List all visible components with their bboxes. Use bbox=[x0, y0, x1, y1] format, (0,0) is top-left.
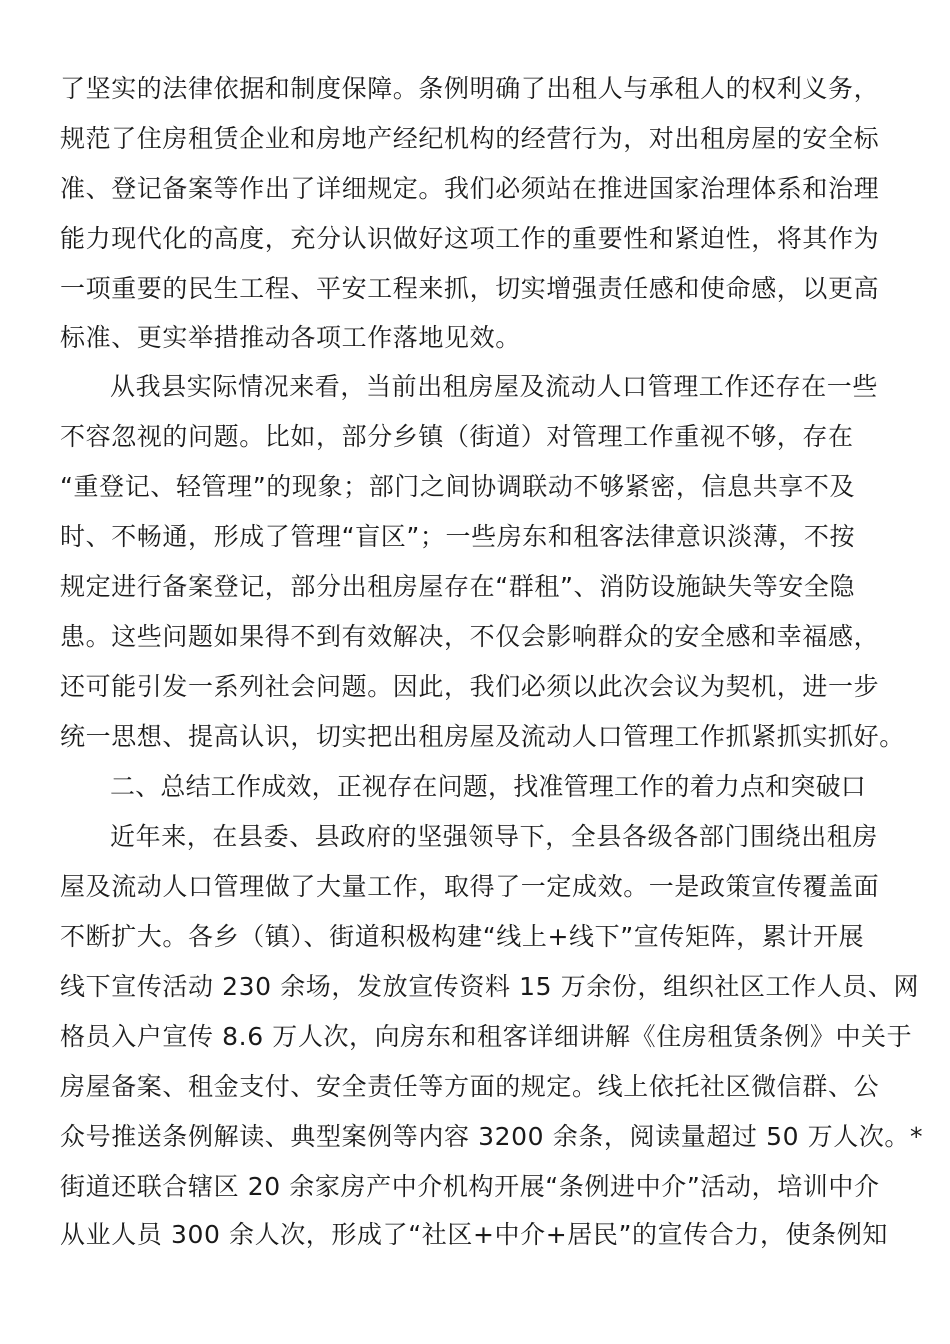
text-line: 房屋备案、租金支付、安全责任等方面的规定。线上依托社区微信群、公 bbox=[60, 1072, 880, 1101]
text-line: 患。这些问题如果得不到有效解决，不仅会影响群众的安全感和幸福感， bbox=[60, 622, 880, 651]
text-line: 规定进行备案登记，部分出租房屋存在“群租”、消防设施缺失等安全隐 bbox=[60, 572, 856, 601]
text-line: 准、登记备案等作出了详细规定。我们必须站在推进国家治理体系和治理 bbox=[60, 174, 880, 203]
text-line: 从业人员 300 余人次，形成了“社区+中介+居民”的宣传合力，使条例知 bbox=[60, 1220, 889, 1249]
section-heading: 二、总结工作成效，正视存在问题，找准管理工作的着力点和突破口 bbox=[110, 772, 867, 801]
text-line: 街道还联合辖区 20 余家房产中介机构开展“条例进中介”活动，培训中介 bbox=[60, 1172, 880, 1201]
text-line: 能力现代化的高度，充分认识做好这项工作的重要性和紧迫性，将其作为 bbox=[60, 224, 880, 253]
text-line: 时、不畅通，形成了管理“盲区”；一些房东和租客法律意识淡薄，不按 bbox=[60, 522, 856, 551]
paragraph-first-line: 从我县实际情况来看，当前出租房屋及流动人口管理工作还存在一些 bbox=[110, 372, 879, 401]
text-line: 线下宣传活动 230 余场，发放宣传资料 15 万余份，组织社区工作人员、网 bbox=[60, 972, 920, 1001]
text-line: 标准、更实举措推动各项工作落地见效。 bbox=[60, 323, 521, 352]
text-line: “重登记、轻管理”的现象；部门之间协调联动不够紧密，信息共享不及 bbox=[60, 472, 856, 501]
text-line: 不容忽视的问题。比如，部分乡镇（街道）对管理工作重视不够，存在 bbox=[60, 422, 854, 451]
text-line: 了坚实的法律依据和制度保障。条例明确了出租人与承租人的权利义务， bbox=[60, 74, 880, 103]
text-line: 一项重要的民生工程、平安工程来抓，切实增强责任感和使命感，以更高 bbox=[60, 274, 880, 303]
text-line: 规范了住房租赁企业和房地产经纪机构的经营行为，对出租房屋的安全标 bbox=[60, 124, 880, 153]
text-line: 众号推送条例解读、典型案例等内容 3200 余条，阅读量超过 50 万人次。* bbox=[60, 1122, 924, 1151]
text-line: 不断扩大。各乡（镇）、街道积极构建“线上+线下”宣传矩阵，累计开展 bbox=[60, 922, 865, 951]
text-line: 格员入户宣传 8.6 万人次，向房东和租客详细讲解《住房租赁条例》中关于 bbox=[60, 1022, 913, 1051]
text-line: 屋及流动人口管理做了大量工作，取得了一定成效。一是政策宣传覆盖面 bbox=[60, 872, 880, 901]
text-line: 还可能引发一系列社会问题。因此，我们必须以此次会议为契机，进一步 bbox=[60, 672, 880, 701]
paragraph-first-line: 近年来，在县委、县政府的坚强领导下，全县各级各部门围绕出租房 bbox=[110, 822, 879, 851]
text-line: 统一思想、提高认识，切实把出租房屋及流动人口管理工作抓紧抓实抓好。 bbox=[60, 722, 905, 751]
